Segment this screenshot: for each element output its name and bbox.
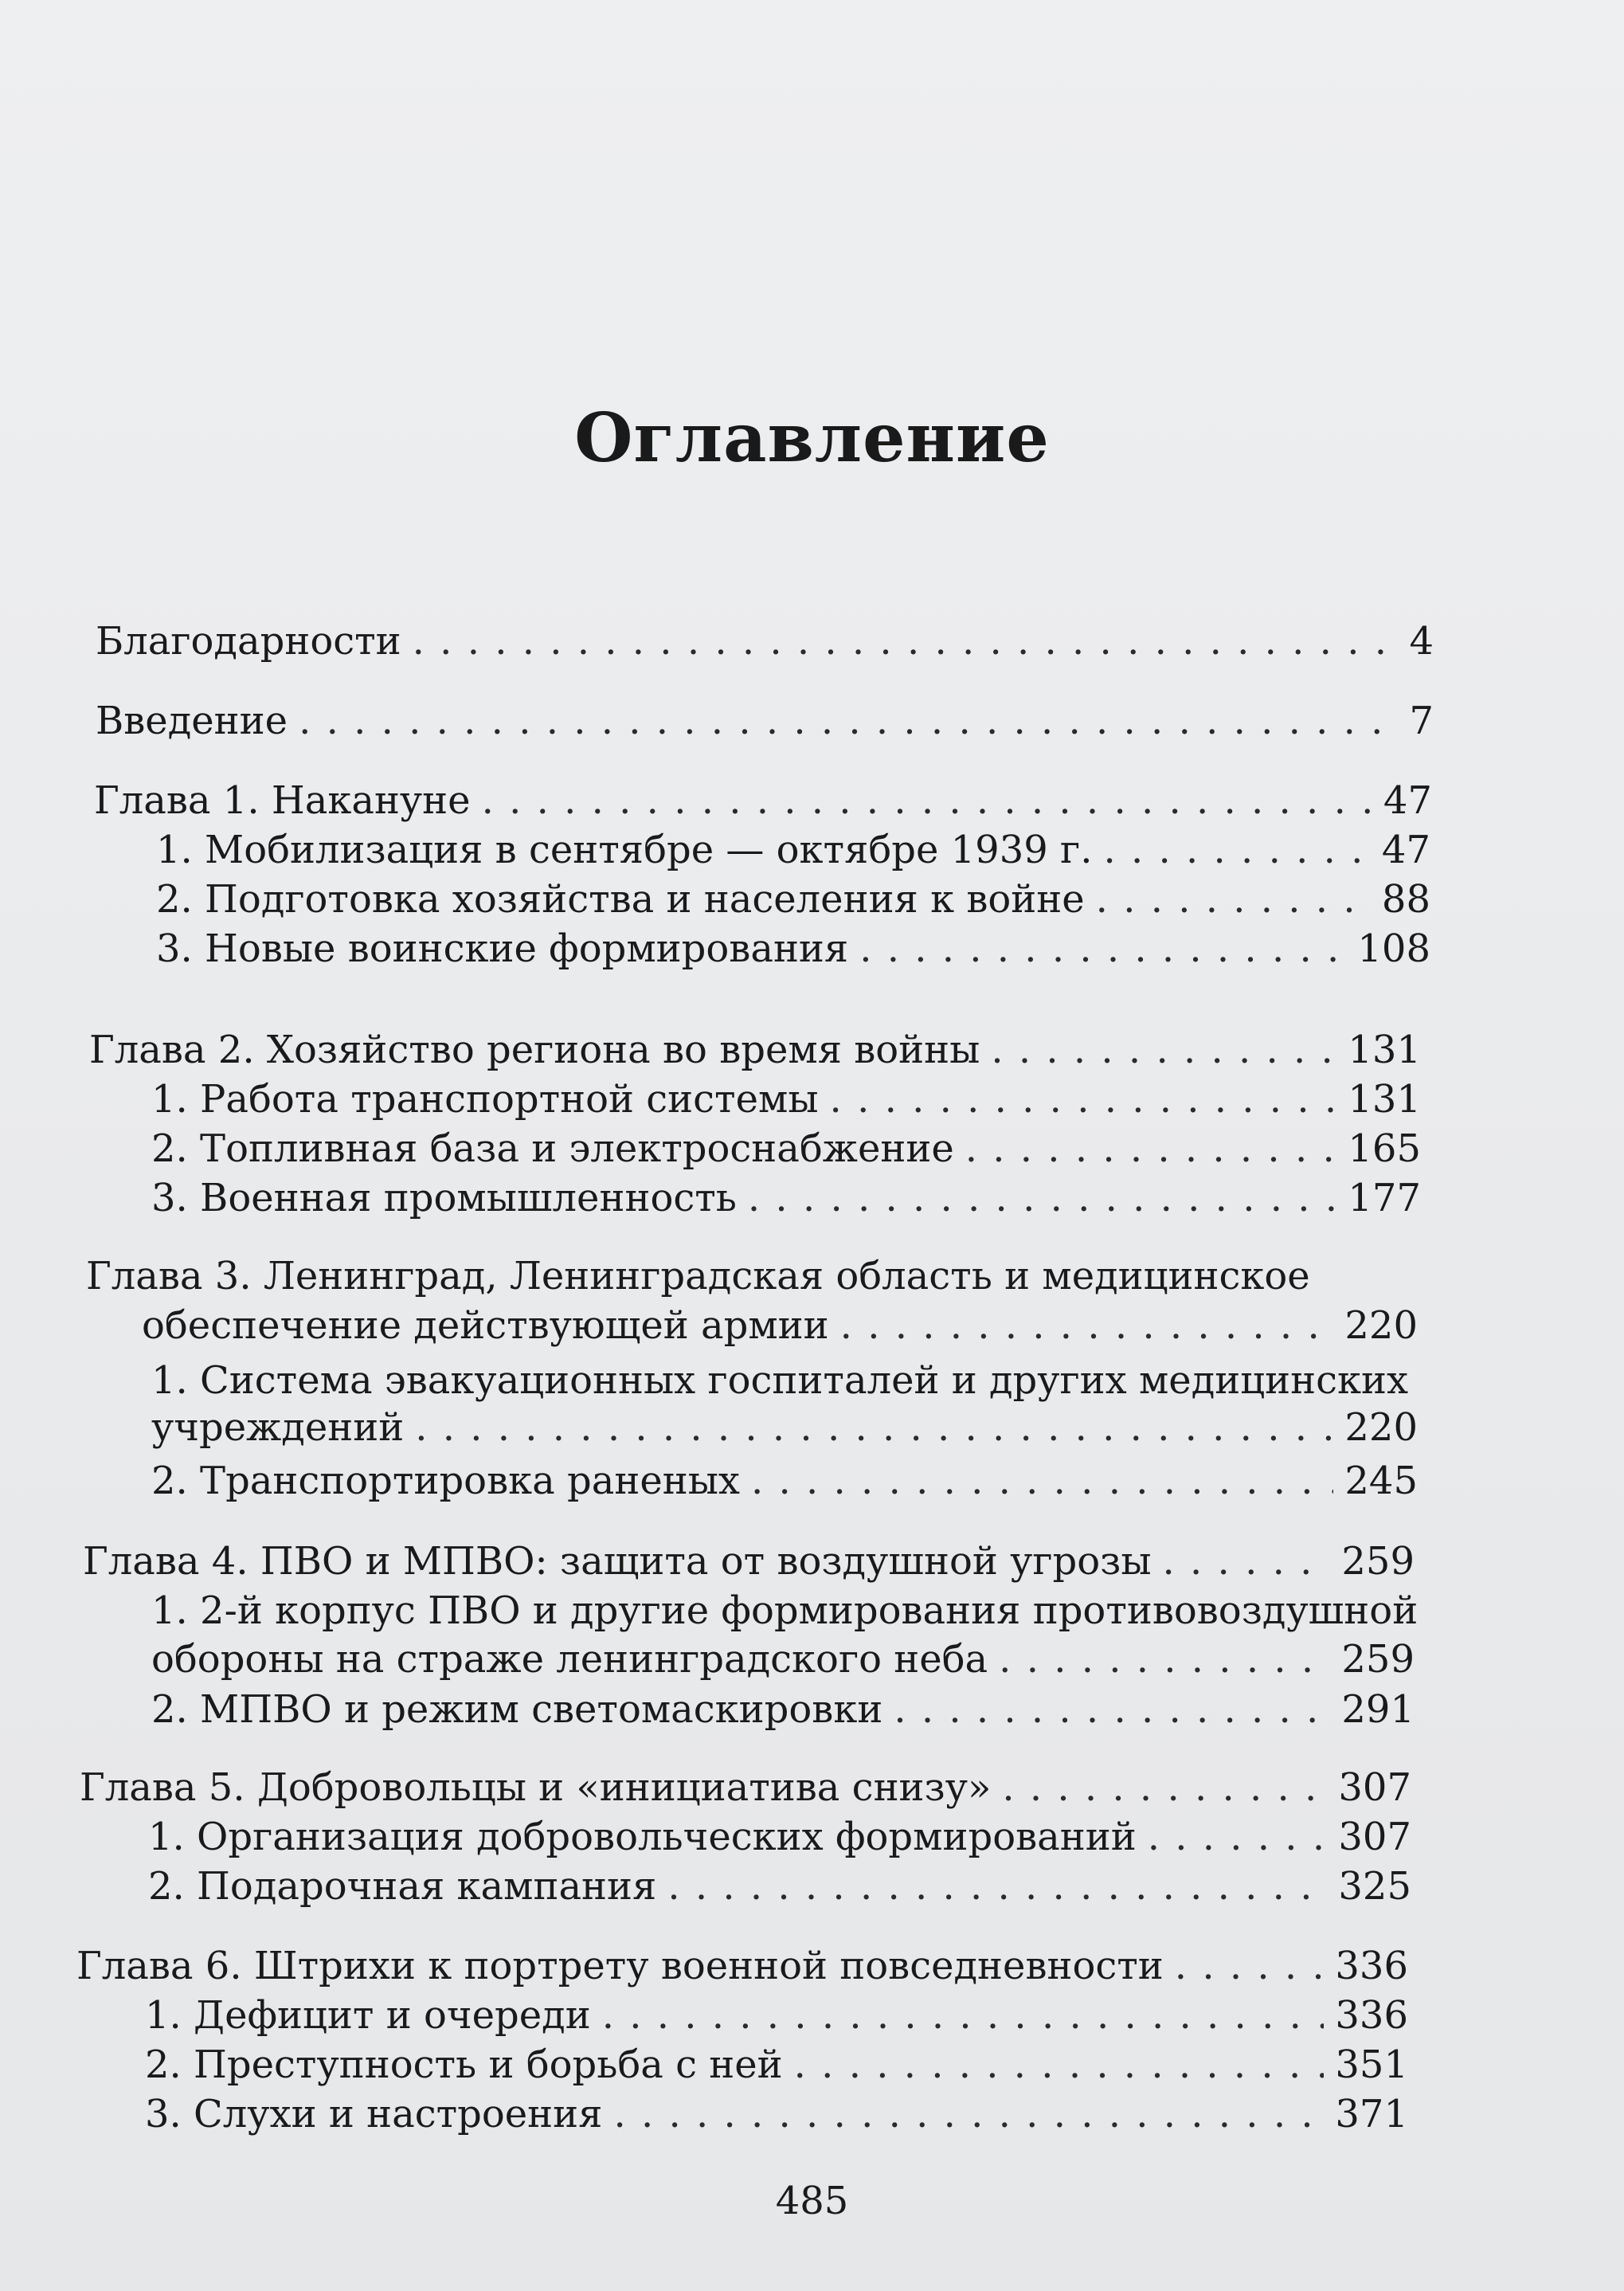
toc-section[interactable] [151,1457,1418,1505]
toc-entry-page: 259 [1341,1637,1415,1682]
toc-entry-label: 2. Преступность и борьба с ней [145,2042,783,2087]
toc-entry-page: 47 [1383,778,1432,823]
toc-entry-label: 3. Слухи и настроения [145,2092,603,2136]
toc-section[interactable] [156,875,1430,923]
toc-section[interactable] [151,1686,1415,1733]
toc-entry-page: 307 [1338,1815,1411,1859]
toc-entry-page: 371 [1335,2092,1408,2136]
dot-leader [667,1862,1327,1910]
toc-section[interactable] [151,1635,1415,1683]
dot-leader [830,1075,1337,1123]
dot-leader [840,1302,1334,1349]
toc-entry-label: обороны на страже ленинградского неба [151,1637,988,1682]
toc-chapter[interactable] [94,777,1432,824]
toc-section-line1: 1. Система эвакуационных госпиталей и других медицинских [151,1358,1409,1403]
toc-entry-label: Глава 1. Накануне [94,778,471,823]
toc-section[interactable] [151,1174,1421,1222]
toc-entry-page: 108 [1357,926,1430,971]
toc-entry-page: 131 [1348,1077,1421,1122]
toc-entry-label: Глава 5. Добровольцы и «инициатива снизу» [80,1765,992,1810]
toc-entry-page: 245 [1344,1459,1418,1503]
toc-entry-label: 1. Работа транспортной системы [151,1077,819,1122]
toc-section[interactable] [156,826,1430,874]
dot-leader [413,617,1399,665]
toc-section[interactable] [145,1991,1408,2039]
dot-leader [751,1457,1333,1505]
toc-chapter[interactable] [142,1302,1418,1349]
toc-section[interactable] [145,2041,1408,2089]
dot-leader [1096,875,1371,923]
toc-entry-label: Глава 4. ПВО и МПВО: защита от воздушной угрозы [83,1539,1152,1584]
dot-leader [602,1991,1325,2039]
toc-entry-label: 2. Транспортировка раненых [151,1459,740,1503]
dot-leader [613,2090,1324,2138]
toc-entry-label: Введение [96,699,288,743]
toc-title: Оглавление [574,398,1050,477]
toc-entry-page: 291 [1341,1687,1415,1732]
dot-leader [1175,1942,1325,1990]
dot-leader [991,1026,1336,1074]
toc-entry-page: 131 [1348,1028,1421,1072]
toc-section[interactable] [148,1813,1411,1861]
toc-section[interactable] [151,1404,1418,1451]
toc-entry-label: 2. МПВО и режим светомаскировки [151,1687,883,1732]
dot-leader [1148,1813,1328,1861]
toc-entry-label: 2. Топливная база и электроснабжение [151,1126,954,1171]
toc-entry-label: Глава 2. Хозяйство региона во время войны [89,1028,980,1072]
page-number: 485 [775,2179,849,2223]
toc-section[interactable] [148,1862,1411,1910]
toc-entry-page: 7 [1409,699,1434,743]
dot-leader [999,1635,1330,1683]
toc-entry-label: 1. Дефицит и очереди [145,1993,591,2038]
toc-entry-page: 165 [1348,1126,1421,1171]
dot-leader [894,1686,1330,1733]
toc-entry-page: 259 [1341,1539,1415,1584]
toc-entry-page: 88 [1381,877,1430,922]
toc-entry-page: 4 [1409,619,1434,664]
toc-entry-label: 1. Организация добровольческих формирований [148,1815,1137,1859]
toc-section[interactable] [151,1075,1421,1123]
toc-entry[interactable] [96,697,1434,745]
dot-leader [1163,1537,1331,1585]
toc-entry-label: 3. Военная промышленность [151,1176,737,1220]
toc-section[interactable] [145,2090,1408,2138]
toc-entry-page: 220 [1344,1303,1418,1348]
toc-entry-label: 3. Новые воинские формирования [156,926,849,971]
toc-chapter[interactable] [76,1942,1408,1990]
toc-chapter[interactable] [89,1026,1421,1074]
toc-section-line1: 1. 2-й корпус ПВО и другие формирования противовоздушной [151,1588,1419,1633]
toc-entry-label: учреждений [151,1405,405,1450]
toc-entry-label: 2. Подарочная кампания [148,1864,657,1909]
toc-chapter-line1: Глава 3. Ленинград, Ленинградская область и медицинское [86,1254,1310,1298]
dot-leader [859,925,1346,973]
toc-chapter[interactable] [83,1537,1415,1585]
toc-section[interactable] [151,1125,1421,1173]
show-through-text [104,96,1458,637]
toc-entry-page: 307 [1338,1765,1411,1810]
toc-entry[interactable] [96,617,1434,665]
dot-leader [1002,1764,1327,1811]
toc-entry-page: 220 [1344,1405,1418,1450]
toc-entry-page: 351 [1335,2042,1408,2087]
toc-entry-page: 47 [1381,828,1430,872]
dot-leader [748,1174,1336,1222]
toc-entry-label: обеспечение действующей армии [142,1303,829,1348]
toc-entry-page: 177 [1348,1176,1421,1220]
dot-leader [299,697,1398,745]
toc-entry-label: 1. Мобилизация в сентябре — октябре 1939 г. [156,828,1093,872]
dot-leader [965,1125,1337,1173]
toc-chapter[interactable] [80,1764,1411,1811]
toc-entry-page: 336 [1335,1993,1408,2038]
dot-leader [482,777,1372,824]
dot-leader [794,2041,1325,2089]
toc-section[interactable] [156,925,1430,973]
dot-leader [1103,826,1370,874]
dot-leader [415,1404,1333,1451]
toc-entry-page: 325 [1338,1864,1411,1909]
toc-entry-label: Благодарности [96,619,401,664]
toc-entry-label: Глава 6. Штрихи к портрету военной повседневности [76,1944,1164,1988]
toc-entry-page: 336 [1335,1944,1408,1988]
toc-entry-label: 2. Подготовка хозяйства и населения к войне [156,877,1085,922]
